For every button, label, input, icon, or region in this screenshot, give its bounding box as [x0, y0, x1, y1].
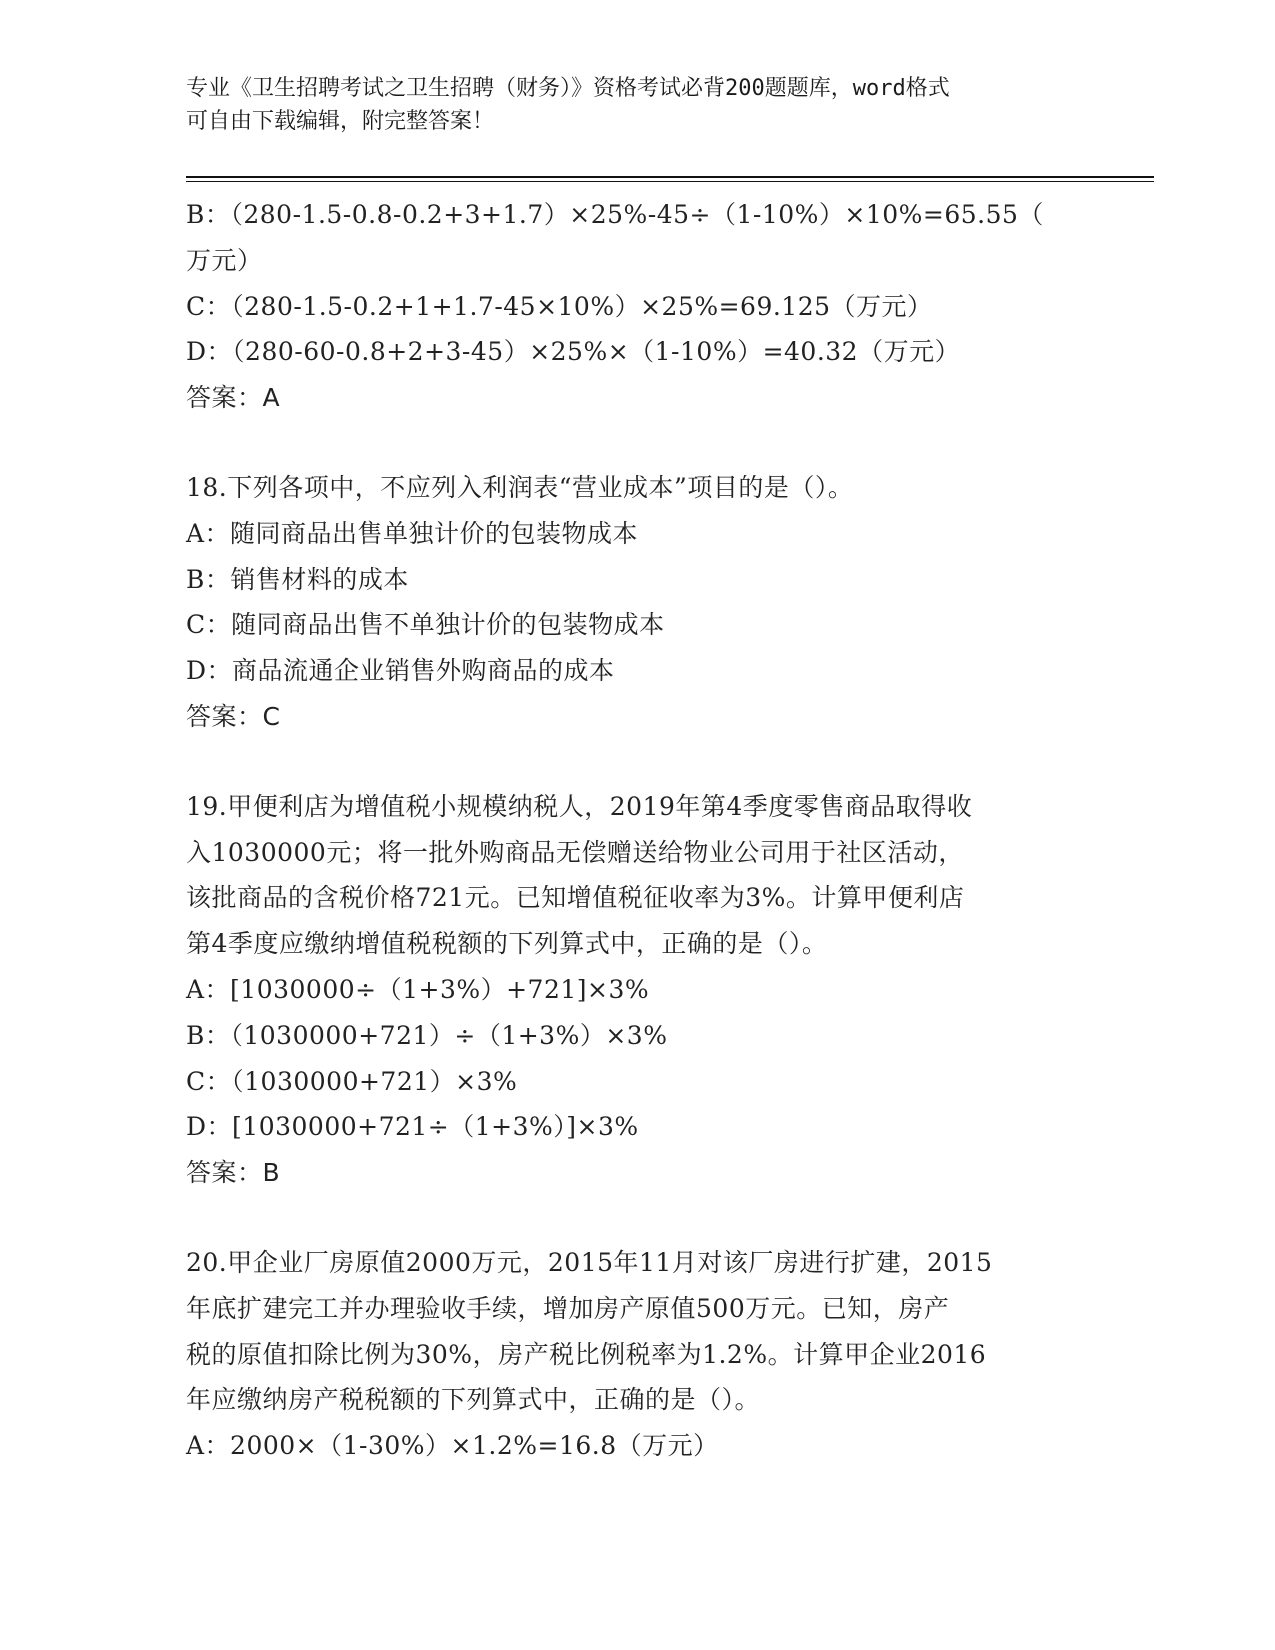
option-line: A：[1030000÷（1+3%）+721]×3%: [186, 974, 650, 1004]
question-stem: 入1030000元；将一批外购商品无偿赠送给物业公司用于社区活动，: [186, 837, 964, 867]
header-line: 专业《卫生招聘考试之卫生招聘（财务）》资格考试必背200题题库，word格式: [186, 76, 950, 101]
question-17-continuation: [186, 192, 1086, 421]
question-20: [186, 1240, 1086, 1469]
option-line: A：2000×（1-30%）×1.2%=16.8（万元）: [186, 1431, 719, 1461]
option-line: B：（1030000+721）÷（1+3%）×3%: [186, 1020, 668, 1050]
question-content: [186, 192, 1086, 1469]
question-stem: 该批商品的含税价格721元。已知增值税征收率为3%。计算甲便利店: [186, 883, 965, 913]
option-line: C：（1030000+721）×3%: [186, 1066, 518, 1096]
option-line: C：随同商品出售不单独计价的包装物成本: [186, 610, 665, 640]
option-line: 万元）: [186, 245, 263, 275]
question-stem: 税的原值扣除比例为30%，房产税比例税率为1.2%。计算甲企业2016: [186, 1339, 987, 1369]
header-divider: [186, 176, 1154, 178]
question-19: [186, 784, 1086, 1196]
question-stem: 18.下列各项中，不应列入利润表“营业成本”项目的是（）。: [186, 472, 854, 502]
option-line: D：商品流通企业销售外购商品的成本: [186, 656, 615, 686]
option-line: B：（280-1.5-0.8-0.2+3+1.7）×25%-45÷（1-10%）×10%=65.55（: [186, 200, 1044, 229]
header-line: 可自由下载编辑，附完整答案！: [186, 109, 495, 134]
option-line: D：（280-60-0.8+2+3-45）×25%×（1-10%）=40.32（万元）: [186, 337, 961, 367]
option-line: D：[1030000+721÷（1+3%）]×3%: [186, 1112, 639, 1142]
spacer: [186, 1196, 1086, 1240]
header-divider-thin: [186, 181, 1154, 182]
spacer: [186, 740, 1086, 784]
option-line: B：销售材料的成本: [186, 564, 409, 594]
answer-line: 答案：C: [186, 701, 281, 731]
answer-line: 答案：B: [186, 1158, 281, 1188]
answer-line: 答案：A: [186, 383, 281, 413]
question-stem: 第4季度应缴纳增值税税额的下列算式中，正确的是（）。: [186, 929, 828, 959]
page-header: [186, 72, 1066, 138]
question-stem: 20.甲企业厂房原值2000万元，2015年11月对该厂房进行扩建，2015: [186, 1247, 993, 1277]
option-line: A：随同商品出售单独计价的包装物成本: [186, 518, 639, 548]
spacer: [186, 421, 1086, 465]
question-stem: 19.甲便利店为增值税小规模纳税人，2019年第4季度零售商品取得收: [186, 791, 973, 821]
option-line: C：（280-1.5-0.2+1+1.7-45×10%）×25%=69.125（万元）: [186, 291, 933, 321]
question-stem: 年应缴纳房产税税额的下列算式中，正确的是（）。: [186, 1385, 761, 1415]
question-18: [186, 465, 1086, 740]
question-stem: 年底扩建完工并办理验收手续，增加房产原值500万元。已知，房产: [186, 1293, 950, 1323]
